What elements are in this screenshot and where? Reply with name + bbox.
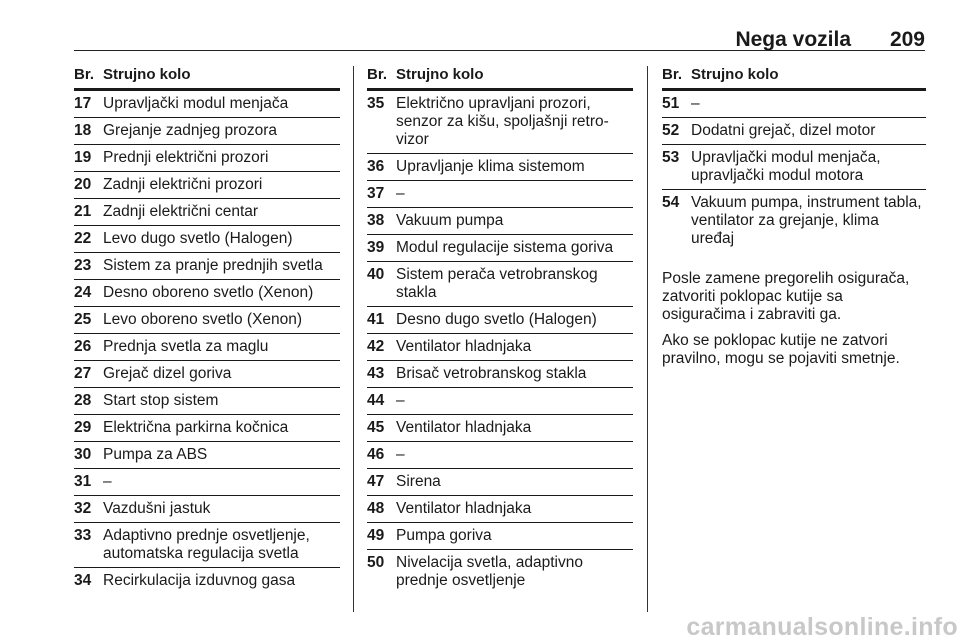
- circuit-name: Ventilator hladnjaka: [396, 419, 532, 436]
- fuse-number: 20: [74, 176, 92, 193]
- table-row: [74, 199, 340, 226]
- fuse-number: 54: [662, 194, 680, 211]
- fuse-number: 21: [74, 203, 92, 220]
- circuit-name: Nivelacija svetla, adaptivno prednje osvetljenje: [396, 554, 583, 589]
- fuse-number: 51: [662, 95, 680, 112]
- table-row: [367, 307, 633, 334]
- table-row: [662, 190, 926, 252]
- fuse-number: 34: [74, 572, 92, 589]
- table-row: [367, 523, 633, 550]
- circuit-name: Zadnji električni prozori: [103, 176, 263, 193]
- table-row: [74, 226, 340, 253]
- circuit-name: Upravljački modul menjača: [103, 95, 289, 112]
- rows: [662, 91, 926, 252]
- table-row: [367, 208, 633, 235]
- fuse-number: 38: [367, 212, 385, 229]
- circuit-name: Vazdušni jastuk: [103, 500, 211, 517]
- fuse-number: 28: [74, 392, 92, 409]
- table-row: [74, 307, 340, 334]
- fuse-table-column-3: [662, 66, 926, 376]
- table-row: [74, 523, 340, 568]
- circuit-name: –: [396, 392, 405, 409]
- table-row: [74, 415, 340, 442]
- page-header: [74, 26, 925, 51]
- table-row: [662, 91, 926, 118]
- table-row: [74, 172, 340, 199]
- circuit-name: Električna parkirna kočnica: [103, 419, 289, 436]
- circuit-name: Pumpa za ABS: [103, 446, 208, 463]
- fuse-number: 33: [74, 527, 92, 544]
- circuit-name: Desno oboreno svetlo (Xenon): [103, 284, 314, 301]
- table-row: [367, 361, 633, 388]
- circuit-name: Upravljački modul menjača, upravljački modul motora: [691, 149, 881, 184]
- fuse-number: 31: [74, 473, 92, 490]
- circuit-name: –: [691, 95, 700, 112]
- fuse-number: 53: [662, 149, 680, 166]
- note-paragraph-1: Posle zamene pregorelih osigurača, zatvoriti poklopac kutije sa osiguračima i zabraviti ga.: [662, 270, 910, 323]
- fuse-number: 50: [367, 554, 385, 571]
- fuse-number: 42: [367, 338, 385, 355]
- circuit-name: Dodatni grejač, dizel motor: [691, 122, 876, 139]
- circuit-name: Upravljanje klima sistemom: [396, 158, 585, 175]
- table-row: [74, 334, 340, 361]
- table-row: [367, 181, 633, 208]
- circuit-name: Ventilator hladnjaka: [396, 338, 532, 355]
- column-divider-1: [353, 66, 354, 612]
- fuse-number: 49: [367, 527, 385, 544]
- fuse-number: 37: [367, 185, 385, 202]
- fuse-number: 48: [367, 500, 385, 517]
- table-row: [367, 91, 633, 154]
- fuse-number: 22: [74, 230, 92, 247]
- fuse-number: 44: [367, 392, 385, 409]
- circuit-name: Levo dugo svetlo (Halogen): [103, 230, 293, 247]
- table-header: [662, 66, 926, 91]
- fuse-number: 19: [74, 149, 92, 166]
- header-circuit: Strujno kolo: [691, 66, 779, 83]
- circuit-name: Desno dugo svetlo (Halogen): [396, 311, 597, 328]
- circuit-name: Vakuum pumpa: [396, 212, 504, 229]
- fuse-number: 26: [74, 338, 92, 355]
- fuse-number: 29: [74, 419, 92, 436]
- circuit-name: –: [103, 473, 112, 490]
- fuse-number: 45: [367, 419, 385, 436]
- fuse-number: 18: [74, 122, 92, 139]
- header-number: Br.: [367, 66, 388, 83]
- fuse-number: 35: [367, 95, 385, 112]
- circuit-name: Pumpa goriva: [396, 527, 492, 544]
- circuit-name: Sistem za pranje prednjih svetla: [103, 257, 323, 274]
- fuse-number: 30: [74, 446, 92, 463]
- table-row: [74, 145, 340, 172]
- column-divider-2: [647, 66, 648, 612]
- circuit-name: Grejanje zadnjeg prozora: [103, 122, 278, 139]
- table-row: [74, 442, 340, 469]
- circuit-name: Ventilator hladnjaka: [396, 500, 532, 517]
- table-row: [662, 118, 926, 145]
- table-row: [367, 334, 633, 361]
- table-row: [662, 145, 926, 190]
- header-circuit: Strujno kolo: [103, 66, 191, 83]
- fuse-number: 41: [367, 311, 385, 328]
- circuit-name: Zadnji električni centar: [103, 203, 259, 220]
- circuit-name: Start stop sistem: [103, 392, 219, 409]
- fuse-number: 36: [367, 158, 385, 175]
- table-row: [74, 568, 340, 594]
- circuit-name: Sistem perača vetrobranskog stakla: [396, 266, 598, 301]
- table-header: [367, 66, 633, 91]
- circuit-name: –: [396, 185, 405, 202]
- table-row: [74, 469, 340, 496]
- circuit-name: Levo oboreno svetlo (Xenon): [103, 311, 303, 328]
- fuse-number: 25: [74, 311, 92, 328]
- fuse-number: 27: [74, 365, 92, 382]
- rows: [74, 91, 340, 594]
- circuit-name: –: [396, 446, 405, 463]
- header-number: Br.: [662, 66, 683, 83]
- note-paragraph-2: Ako se poklopac kutije ne zatvori pravilno, mogu se pojaviti smetnje.: [662, 332, 900, 367]
- fuse-number: 17: [74, 95, 92, 112]
- table-row: [74, 361, 340, 388]
- table-row: [367, 235, 633, 262]
- fuse-number: 52: [662, 122, 680, 139]
- table-row: [367, 388, 633, 415]
- fuse-number: 23: [74, 257, 92, 274]
- notes: [662, 270, 926, 368]
- table-row: [367, 415, 633, 442]
- table-row: [74, 91, 340, 118]
- header-number: Br.: [74, 66, 95, 83]
- circuit-name: Modul regulacije sistema goriva: [396, 239, 614, 256]
- table-row: [367, 262, 633, 307]
- watermark: carmanualsonline.info: [686, 613, 958, 641]
- fuse-number: 47: [367, 473, 385, 490]
- fuse-number: 43: [367, 365, 385, 382]
- table-row: [74, 118, 340, 145]
- fuse-number: 46: [367, 446, 385, 463]
- header-circuit: Strujno kolo: [396, 66, 484, 83]
- table-header: [74, 66, 340, 91]
- fuse-number: 40: [367, 266, 385, 283]
- table-row: [74, 388, 340, 415]
- fuse-number: 24: [74, 284, 92, 301]
- rows: [367, 91, 633, 594]
- circuit-name: Vakuum pumpa, instrument tabla, ventilator za grejanje, klima uređaj: [691, 194, 922, 247]
- circuit-name: Grejač dizel goriva: [103, 365, 232, 382]
- circuit-name: Prednja svetla za maglu: [103, 338, 269, 355]
- table-row: [367, 442, 633, 469]
- circuit-name: Adaptivno prednje osvetljenje, automatska regulacija svetla: [103, 527, 310, 562]
- table-row: [74, 253, 340, 280]
- circuit-name: Sirena: [396, 473, 441, 490]
- circuit-name: Prednji električni prozori: [103, 149, 269, 166]
- circuit-name: Brisač vetrobranskog stakla: [396, 365, 587, 382]
- fuse-number: 39: [367, 239, 385, 256]
- table-row: [367, 550, 633, 594]
- table-row: [74, 280, 340, 307]
- section-title: Nega vozila: [735, 28, 851, 51]
- table-row: [367, 469, 633, 496]
- fuse-number: 32: [74, 500, 92, 517]
- page-number: 209: [889, 28, 925, 51]
- fuse-table-column-1: [74, 66, 340, 594]
- fuse-table-column-2: [367, 66, 633, 594]
- circuit-name: Recirkulacija izduvnog gasa: [103, 572, 296, 589]
- circuit-name: Električno upravljani prozori, senzor za kišu, spoljašnji retro-vizor: [396, 95, 609, 148]
- table-row: [367, 496, 633, 523]
- table-row: [367, 154, 633, 181]
- table-row: [74, 496, 340, 523]
